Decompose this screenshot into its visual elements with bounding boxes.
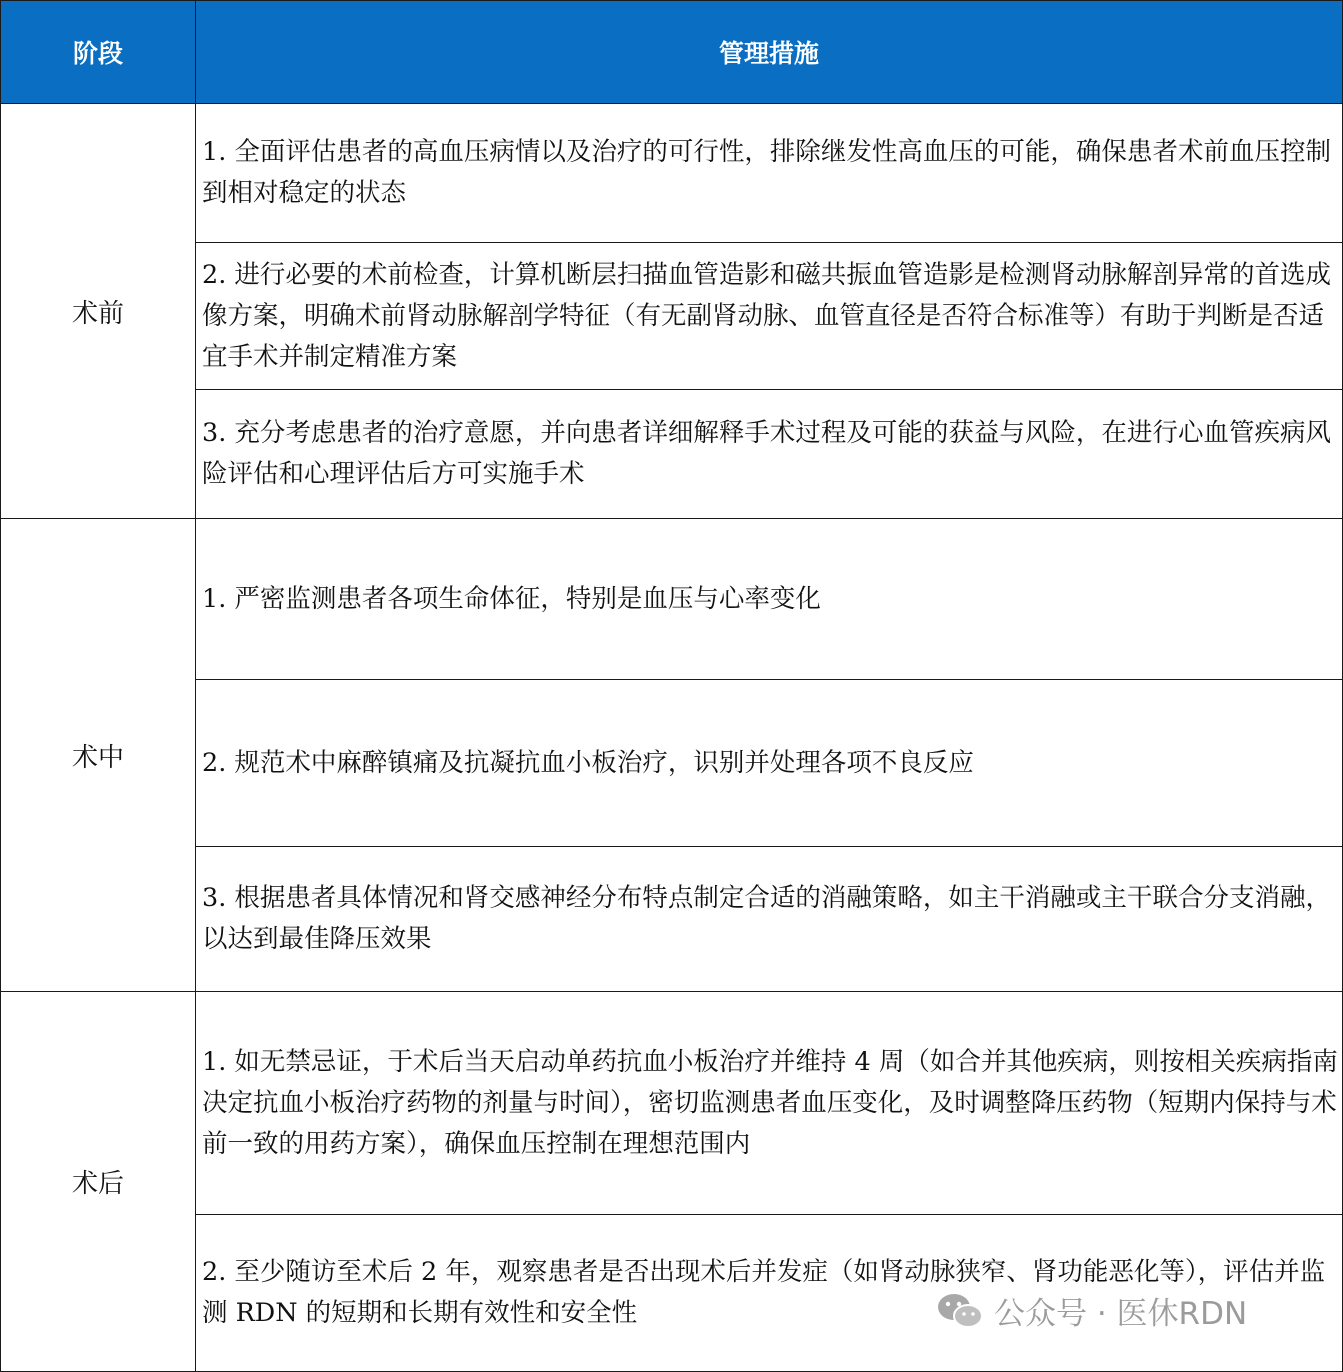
wechat-icon [936, 1291, 984, 1331]
table-row [1, 847, 1343, 992]
stage-cell-intraop: 术中 [1, 519, 196, 992]
measure-cell: 2. 进行必要的术前检查，计算机断层扫描血管造影和磁共振血管造影是检测肾动脉解剖异常的首选成像方案，明确术前肾动脉解剖学特征（有无副肾动脉、血管直径是否符合标准等）有助于判断是否适宜手术并制定精准方案 [196, 243, 1343, 390]
measure-cell: 3. 根据患者具体情况和肾交感神经分布特点制定合适的消融策略，如主干消融或主干联合分支消融，以达到最佳降压效果 [196, 847, 1343, 992]
table-row [1, 992, 1343, 1215]
measure-cell: 2. 至少随访至术后 2 年，观察患者是否出现术后并发症（如肾动脉狭窄、肾功能恶化等），评估并监测 RDN 的短期和长期有效性和安全性 [196, 1215, 1343, 1372]
watermark [936, 1288, 1247, 1333]
table-row [1, 519, 1343, 680]
table-row [1, 243, 1343, 390]
stage-cell-postop: 术后 [1, 992, 196, 1372]
stage-cell-preop: 术前 [1, 104, 196, 519]
table-row [1, 390, 1343, 519]
measure-cell: 1. 全面评估患者的高血压病情以及治疗的可行性，排除继发性高血压的可能，确保患者术前血压控制到相对稳定的状态 [196, 104, 1343, 243]
measure-cell: 3. 充分考虑患者的治疗意愿，并向患者详细解释手术过程及可能的获益与风险，在进行心血管疾病风险评估和心理评估后方可实施手术 [196, 390, 1343, 519]
measure-cell: 1. 如无禁忌证，于术后当天启动单药抗血小板治疗并维持 4 周（如合并其他疾病，则按相关疾病指南决定抗血小板治疗药物的剂量与时间），密切监测患者血压变化，及时调整降压药物（短期内保持与术前一致的用药方案），确保血压控制在理想范围内 [196, 992, 1343, 1215]
header-measures: 管理措施 [196, 1, 1343, 104]
measure-cell: 1. 严密监测患者各项生命体征，特别是血压与心率变化 [196, 519, 1343, 680]
table-row [1, 680, 1343, 847]
header-stage: 阶段 [1, 1, 196, 104]
watermark-text: 公众号 · 医休RDN [994, 1296, 1248, 1332]
measure-cell: 2. 规范术中麻醉镇痛及抗凝抗血小板治疗，识别并处理各项不良反应 [196, 680, 1343, 847]
table-row [1, 104, 1343, 243]
table-header-row [1, 1, 1343, 104]
